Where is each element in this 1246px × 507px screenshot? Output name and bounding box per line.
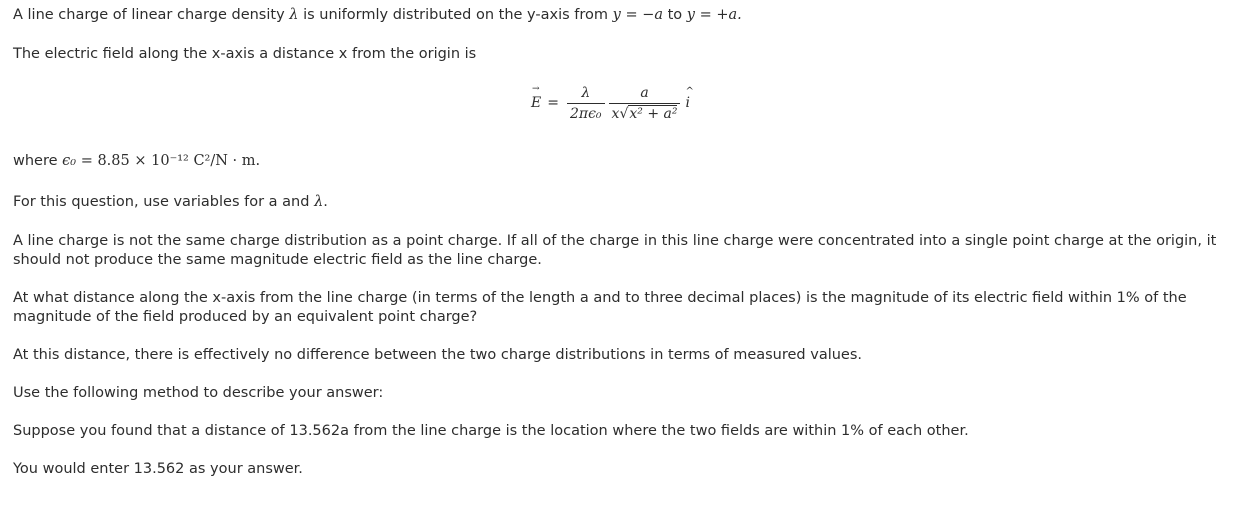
equivalence-paragraph xyxy=(13,346,1238,365)
epsilon-zero-symbol: ϵ₀ xyxy=(62,153,77,169)
fraction-lambda-over-2pi-eps xyxy=(567,85,605,122)
fraction-1-numerator: λ xyxy=(581,84,591,101)
method-paragraph xyxy=(13,384,1238,403)
question-text: At what distance along the x-axis from the line charge (in terms of the length a and to three decimal places) is the magnitude of its electric field within 1% of the magnitude of the field produced by an equivalent point charge? xyxy=(13,290,1187,325)
lambda-symbol: λ xyxy=(289,7,299,23)
variables-text-a: For this question, use variables for a and xyxy=(13,194,315,210)
intro-text-a: A line charge of linear charge density xyxy=(13,7,290,23)
equals-sign: = xyxy=(547,95,559,111)
unit-vector-i: ^ i xyxy=(685,95,689,111)
variables-paragraph xyxy=(13,193,1238,212)
permittivity-text: where xyxy=(13,153,63,169)
variables-text-b: . xyxy=(323,194,328,210)
fraction-a-over-root xyxy=(609,85,681,122)
permittivity-value: = 8.85 × 10⁻¹² C²/N · m. xyxy=(76,153,261,169)
answer-format-text: You would enter 13.562 as your answer. xyxy=(13,461,303,477)
answer-format-paragraph xyxy=(13,460,1238,479)
point-charge-text: A line charge is not the same charge distribution as a point charge. If all of the charge in this line charge were concentrated into a single point charge at the origin, it should not produce the same magnitude electric field as the line charge. xyxy=(13,233,1217,268)
example-text: Suppose you found that a distance of 13.562a from the line charge is the location where the two fields are within 1% of each other. xyxy=(13,423,969,439)
y-lower-bound: y = −a xyxy=(612,7,663,23)
fraction-2-denominator: x√x² + a² xyxy=(609,103,681,122)
field-intro-text: The electric field along the x-axis a distance x from the origin is xyxy=(13,46,477,62)
permittivity-paragraph xyxy=(13,152,1238,171)
lambda-symbol-2: λ xyxy=(314,194,324,210)
question-paragraph xyxy=(13,289,1238,327)
fraction-2-numerator: a xyxy=(640,84,649,101)
field-intro-paragraph xyxy=(13,45,1238,64)
intro-paragraph xyxy=(13,6,1238,25)
electric-field-formula xyxy=(531,80,690,126)
intro-text-b: is uniformly distributed on the y-axis from xyxy=(298,7,613,23)
denominator-sqrt: x² + a² xyxy=(629,105,678,122)
equivalence-text: At this distance, there is effectively no difference between the two charge distributions in terms of measured values. xyxy=(13,347,863,363)
denominator-x: x xyxy=(611,105,620,122)
fraction-1-denominator: 2πϵ₀ xyxy=(567,103,605,122)
field-vector-symbol: → E xyxy=(531,95,541,111)
method-text: Use the following method to describe your answer: xyxy=(13,385,384,401)
intro-text-c: to xyxy=(663,7,687,23)
point-charge-paragraph xyxy=(13,232,1238,270)
example-paragraph xyxy=(13,422,1238,441)
y-upper-bound: y = +a. xyxy=(686,7,742,23)
